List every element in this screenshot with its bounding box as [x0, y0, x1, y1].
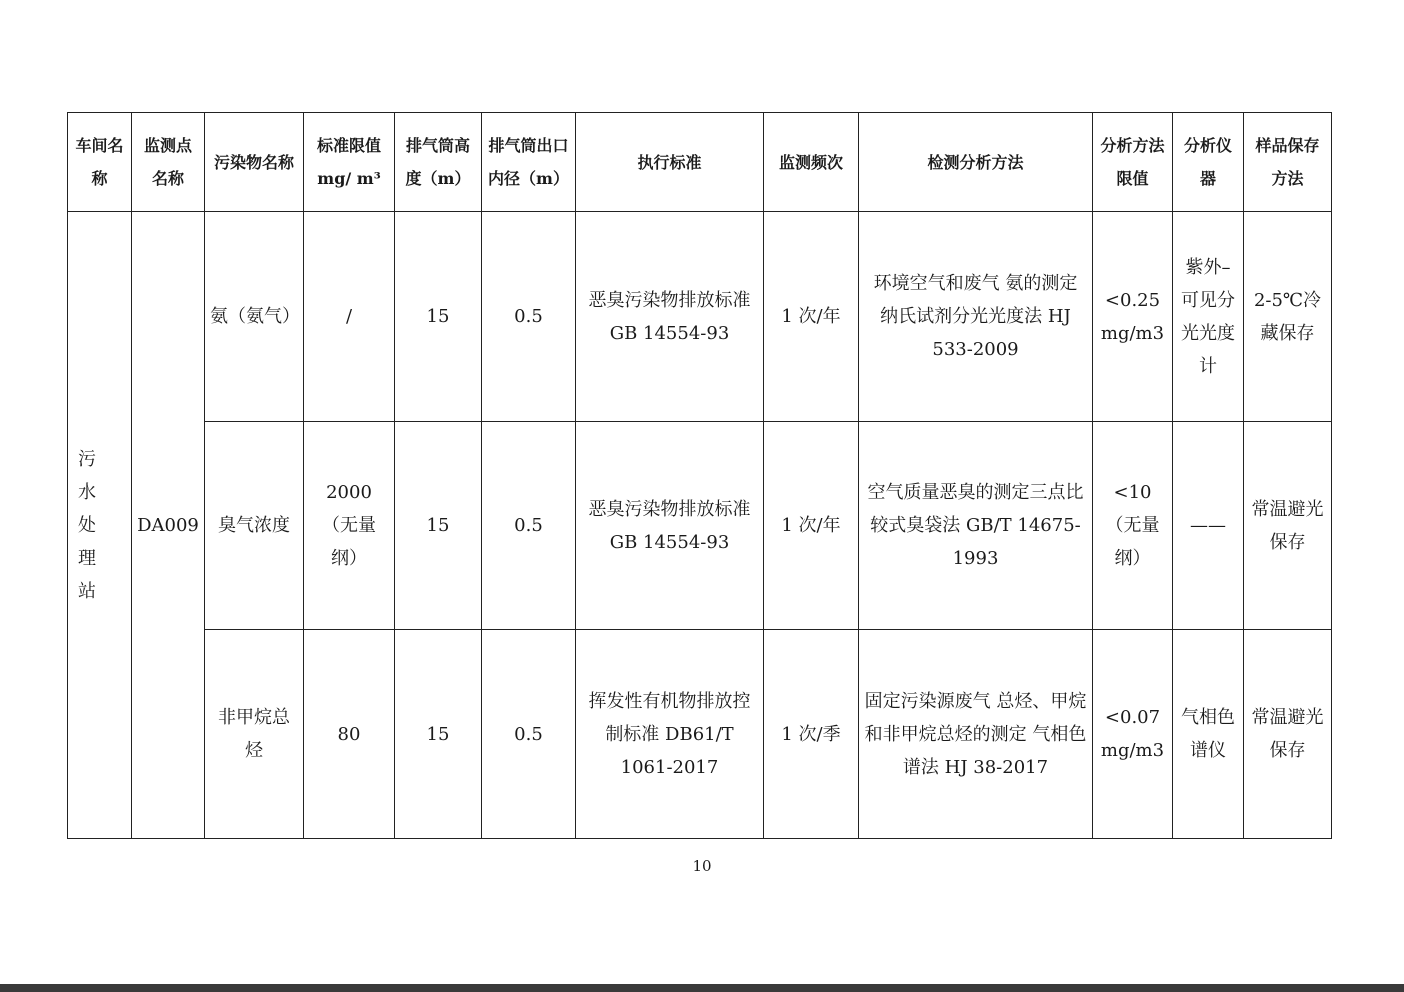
standard-cell: 恶臭污染物排放标准 GB 14554-93 [576, 422, 764, 630]
pollutant-cell: 氨（氨气） [205, 212, 304, 422]
scan-bottom-edge [0, 984, 1404, 992]
storage-cell: 常温避光保存 [1244, 630, 1332, 839]
monitoring-table [67, 112, 1332, 839]
header-pollutant: 污染物名称 [205, 113, 304, 212]
header-method-limit: 分析方法限值 [1093, 113, 1173, 212]
header-execution-standard: 执行标准 [576, 113, 764, 212]
method-cell: 空气质量恶臭的测定三点比较式臭袋法 GB/T 14675-1993 [859, 422, 1093, 630]
header-storage: 样品保存方法 [1244, 113, 1332, 212]
frequency-cell: 1 次/年 [764, 422, 859, 630]
table-row [68, 630, 1332, 839]
table-row [68, 422, 1332, 630]
header-stack-height: 排气筒高度（m） [395, 113, 482, 212]
height-cell: 15 [395, 422, 482, 630]
storage-cell: 2-5℃冷藏保存 [1244, 212, 1332, 422]
method-cell: 环境空气和废气 氨的测定 纳氏试剂分光光度法 HJ 533-2009 [859, 212, 1093, 422]
limit-cell: 2000（无量纲） [304, 422, 395, 630]
limit-cell: 80 [304, 630, 395, 839]
header-analysis-method: 检测分析方法 [859, 113, 1093, 212]
pollutant-cell: 臭气浓度 [205, 422, 304, 630]
diameter-cell: 0.5 [482, 212, 576, 422]
header-workshop: 车间名称 [68, 113, 132, 212]
table-header-row [68, 113, 1332, 212]
header-frequency: 监测频次 [764, 113, 859, 212]
instrument-cell: 紫外–可见分光光度计 [1173, 212, 1244, 422]
frequency-cell: 1 次/年 [764, 212, 859, 422]
diameter-cell: 0.5 [482, 630, 576, 839]
method-cell: 固定污染源废气 总烃、甲烷和非甲烷总烃的测定 气相色谱法 HJ 38-2017 [859, 630, 1093, 839]
monitoring-point-cell: DA009 [132, 212, 205, 839]
height-cell: 15 [395, 630, 482, 839]
instrument-cell: —— [1173, 422, 1244, 630]
method-limit-cell: <0.07mg/m3 [1093, 630, 1173, 839]
diameter-cell: 0.5 [482, 422, 576, 630]
instrument-cell: 气相色谱仪 [1173, 630, 1244, 839]
limit-cell: / [304, 212, 395, 422]
standard-cell: 恶臭污染物排放标准 GB 14554-93 [576, 212, 764, 422]
header-instrument: 分析仪器 [1173, 113, 1244, 212]
table-row [68, 212, 1332, 422]
pollutant-cell: 非甲烷总烃 [205, 630, 304, 839]
standard-cell: 挥发性有机物排放控制标准 DB61/T 1061-2017 [576, 630, 764, 839]
header-standard-limit: 标准限值mg/ m³ [304, 113, 395, 212]
header-monitoring-point: 监测点名称 [132, 113, 205, 212]
frequency-cell: 1 次/季 [764, 630, 859, 839]
method-limit-cell: <10（无量纲） [1093, 422, 1173, 630]
page-number: 10 [692, 857, 712, 875]
storage-cell: 常温避光保存 [1244, 422, 1332, 630]
workshop-cell: 污水处理站 [68, 212, 132, 839]
header-outlet-diameter: 排气筒出口内径（m） [482, 113, 576, 212]
method-limit-cell: <0.25mg/m3 [1093, 212, 1173, 422]
height-cell: 15 [395, 212, 482, 422]
